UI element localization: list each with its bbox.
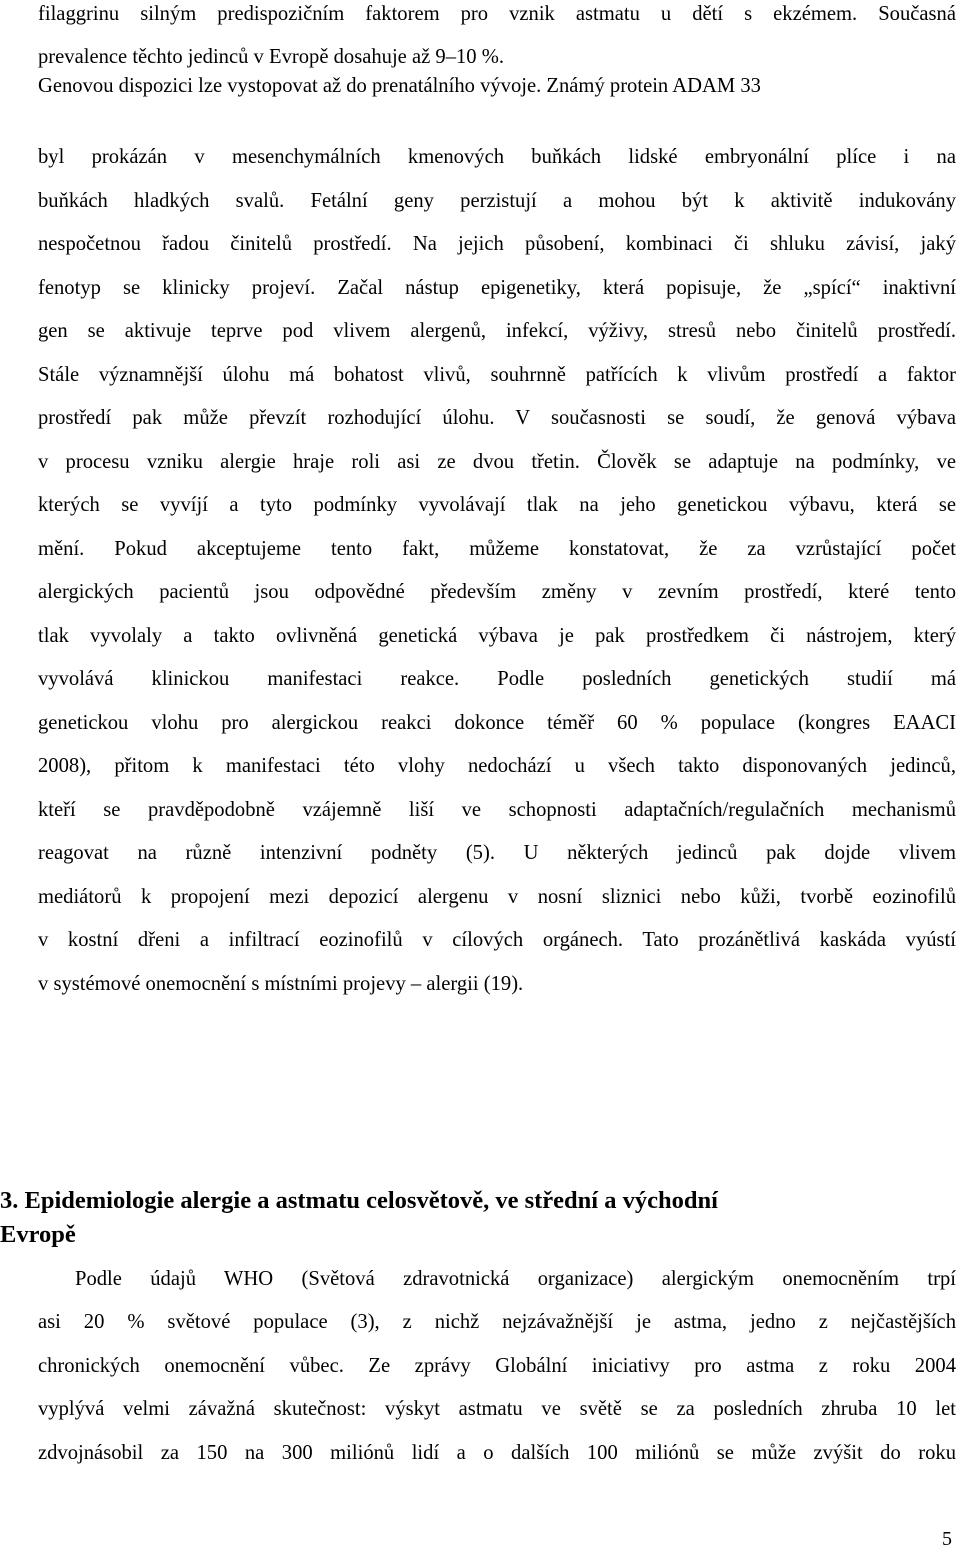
text-line: mění. Pokud akceptujeme tento fakt, můžeme konstatovat, že za vzrůstající počet: [38, 538, 956, 560]
text-line: alergických pacientů jsou odpovědné především změny v zevním prostředí, které tento: [38, 581, 956, 603]
text-line: Podle údajů WHO (Světová zdravotnická organizace) alergickým onemocněním trpí: [75, 1268, 956, 1290]
text-line: kterých se vyvíjí a tyto podmínky vyvolávají tlak na jeho genetickou výbavu, která se: [38, 494, 956, 516]
text-line: reagovat na různě intenzivní podněty (5). U některých jedinců pak dojde vlivem: [38, 842, 956, 864]
text-line: Stále významnější úlohu má bohatost vlivů, souhrnně patřících k vlivům prostředí a faktor: [38, 364, 956, 386]
text-line: zdvojnásobil za 150 na 300 miliónů lidí a o dalších 100 miliónů se může zvýšit do roku: [38, 1442, 956, 1464]
text-line: prostředí pak může převzít rozhodující úlohu. V současnosti se soudí, že genová výbava: [38, 407, 956, 429]
text-line: filaggrinu silným predispozičním faktorem pro vznik astmatu u dětí s ekzémem. Současná: [38, 3, 956, 25]
text-line: fenotyp se klinicky projeví. Začal nástup epigenetiky, která popisuje, že „spící“ inaktivní: [38, 277, 956, 299]
text-line: vyplývá velmi závažná skutečnost: výskyt astmatu ve světě se za posledních zhruba 10 let: [38, 1398, 956, 1420]
text-line: tlak vyvolaly a takto ovlivněná genetická výbava je pak prostředkem či nástrojem, který: [38, 625, 956, 647]
text-line: byl prokázán v mesenchymálních kmenových buňkách lidské embryonální plíce i na: [38, 146, 956, 168]
text-line: nespočetnou řadou činitelů prostředí. Na jejich působení, kombinaci či shluku závisí, jaký: [38, 233, 956, 255]
text-line: vyvolává klinickou manifestaci reakce. Podle posledních genetických studií má: [38, 668, 956, 690]
text-line: gen se aktivuje teprve pod vlivem alergenů, infekcí, výživy, stresů nebo činitelů prostředí.: [38, 320, 956, 342]
text-line: prevalence těchto jedinců v Evropě dosahuje až 9–10 %.: [38, 46, 505, 68]
text-line: mediátorů k propojení mezi depozicí alergenu v nosní sliznici nebo kůži, tvorbě eozinofilů: [38, 886, 956, 908]
text-line: Genovou dispozici lze vystopovat až do prenatálního vývoje. Známý protein ADAM 33: [38, 75, 761, 97]
text-line: 2008), přitom k manifestaci této vlohy nedochází u všech takto disponovaných jedinců,: [38, 755, 956, 777]
text-line: chronických onemocnění vůbec. Ze zprávy Globální iniciativy pro astma z roku 2004: [38, 1355, 956, 1377]
section-heading-line: 3. Epidemiologie alergie a astmatu celosvětově, ve střední a východní: [0, 1187, 718, 1214]
text-line: kteří se pravděpodobně vzájemně liší ve schopnosti adaptačních/regulačních mechanismů: [38, 799, 956, 821]
text-line: asi 20 % světové populace (3), z nichž nejzávažnější je astma, jedno z nejčastějších: [38, 1311, 956, 1333]
text-line: genetickou vlohu pro alergickou reakci dokonce téměř 60 % populace (kongres EAACI: [38, 712, 956, 734]
text-line: v kostní dřeni a infiltrací eozinofilů v cílových orgánech. Tato prozánětlivá kaskáda vyústí: [38, 929, 956, 951]
text-line: v procesu vzniku alergie hraje roli asi ze dvou třetin. Člověk se adaptuje na podmínky, ve: [38, 451, 956, 473]
section-heading-line: Evropě: [0, 1221, 76, 1248]
text-line: v systémové onemocnění s místními projevy – alergii (19).: [38, 973, 524, 995]
text-line: buňkách hladkých svalů. Fetální geny perzistují a mohou být k aktivitě indukovány: [38, 190, 956, 212]
page-number: 5: [942, 1528, 952, 1550]
